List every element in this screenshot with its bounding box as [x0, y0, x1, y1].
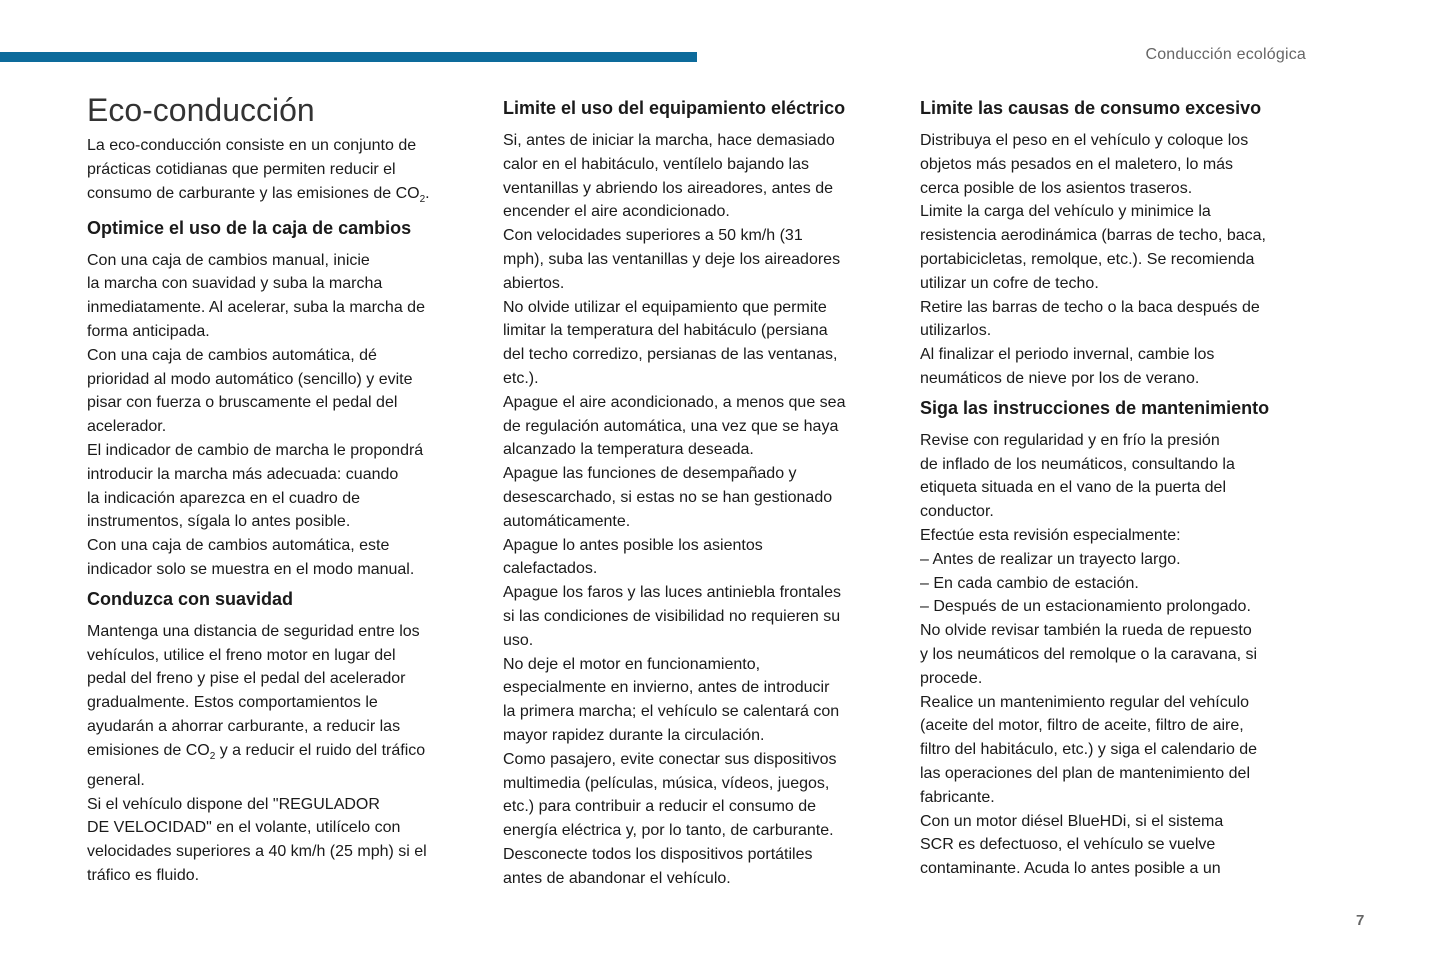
heading-gearbox: Optimice el uso de la caja de cambios	[87, 217, 412, 238]
text-line: ventanillas y abriendo los aireadores, antes de	[503, 179, 833, 197]
text-line: tráfico es fluido.	[87, 866, 200, 884]
gearbox-text	[87, 249, 479, 582]
text-line: Si el vehículo dispone del "REGULADOR	[87, 795, 380, 813]
text-line: Con un motor diésel BlueHDi, si el sistema	[920, 812, 1224, 830]
text-line: abiertos.	[503, 274, 565, 292]
text-line: etc.).	[503, 369, 539, 387]
text-line: instrumentos, sígala lo antes posible.	[87, 513, 351, 531]
text-line: El indicador de cambio de marcha le propondrá	[87, 441, 424, 459]
smooth-text-b	[87, 769, 479, 888]
text-line: desescarchado, si estas no se han gestionado	[503, 488, 833, 506]
text-line: etc.) para contribuir a reducir el consumo de	[503, 798, 817, 816]
text-line: velocidades superiores a 40 km/h (25 mph) si el	[87, 843, 427, 861]
text-line: antes de abandonar el vehículo.	[503, 869, 731, 887]
text-line: calefactados.	[503, 560, 598, 578]
text-line: filtro del habitáculo, etc.) y siga el calendario de	[920, 741, 1258, 759]
text-line: Revise con regularidad y en frío la presión	[920, 431, 1220, 449]
column-1	[87, 92, 479, 888]
text-line: etiqueta situada en el vano de la puerta del	[920, 479, 1227, 497]
text-line: Desconecte todos los dispositivos portátiles	[503, 845, 813, 863]
text-line: alcanzado la temperatura deseada.	[503, 441, 754, 459]
heading-smooth-driving: Conduzca con suavidad	[87, 588, 294, 609]
text-line: SCR es defectuoso, el vehículo se vuelve	[920, 836, 1216, 854]
text-line: La eco-conducción consiste en un conjunto de	[87, 137, 417, 154]
text-line: pisar con fuerza o bruscamente el pedal del	[87, 394, 398, 412]
column-2	[503, 92, 895, 891]
maintenance-text	[920, 429, 1312, 881]
text-line: Si, antes de iniciar la marcha, hace demasiado	[503, 132, 835, 149]
page-number: 7	[1356, 912, 1365, 929]
text-line: objetos más pesados en el maletero, lo más	[920, 155, 1234, 173]
text-line: conductor.	[920, 503, 994, 521]
text-line: Limite la carga del vehículo y minimice la	[920, 203, 1211, 221]
text-line: indicador solo se muestra en el modo manual.	[87, 560, 415, 578]
text-line: cerca posible de los asientos traseros.	[920, 179, 1193, 197]
text-line: Apague las funciones de desempañado y	[503, 465, 797, 483]
text-line: introducir la marcha más adecuada: cuando	[87, 465, 399, 483]
text-line: Con una caja de cambios manual, inicie	[87, 251, 370, 269]
text-line: (aceite del motor, filtro de aceite, filtro de aire,	[920, 717, 1244, 735]
smooth-text-a	[87, 620, 479, 739]
text-line: Como pasajero, evite conectar sus dispositivos	[503, 750, 837, 768]
text-line: mayor rapidez durante la circulación.	[503, 726, 765, 744]
heading-excess-consumption: Limite las causas de consumo excesivo	[920, 98, 1262, 118]
intro-co2-line: consumo de carburante y las emisiones de $CO_2$.	[87, 184, 430, 205]
text-line: Apague lo antes posible los asientos	[503, 536, 763, 554]
text-line: de inflado de los neumáticos, consultando la	[920, 455, 1235, 473]
heading-maintenance: Siga las instrucciones de mantenimiento	[920, 397, 1270, 418]
text-line: Mantenga una distancia de seguridad entre los	[87, 622, 420, 640]
text-line: DE VELOCIDAD" en el volante, utilícelo con	[87, 819, 401, 837]
text-line: y los neumáticos del remolque o la caravana, si	[920, 645, 1258, 663]
electric-text	[503, 129, 895, 891]
column-3	[920, 92, 1312, 881]
text-line: ayudarán a ahorrar carburante, a reducir las	[87, 717, 401, 735]
text-line: resistencia aerodinámica (barras de techo, baca,	[920, 227, 1266, 245]
text-line: procede.	[920, 669, 983, 687]
text-line: prioridad al modo automático (sencillo) y evite	[87, 370, 413, 388]
text-line: mph), suba las ventanillas y deje los aireadores	[503, 250, 841, 268]
page-title: Eco-conducción	[87, 92, 315, 128]
text-line: encender el aire acondicionado.	[503, 203, 730, 221]
text-line: forma anticipada.	[87, 322, 210, 340]
text-line: prácticas cotidianas que permiten reducir el	[87, 160, 396, 178]
text-line: pedal del freno y pise el pedal del acelerador	[87, 670, 406, 688]
text-line: gradualmente. Estos comportamientos le	[87, 694, 378, 712]
text-line: Al finalizar el periodo invernal, cambie los	[920, 346, 1215, 364]
text-line: Apague los faros y las luces antiniebla frontales	[503, 584, 841, 602]
text-line: del techo corredizo, persianas de las ventanas,	[503, 346, 838, 364]
text-line: inmediatamente. Al acelerar, suba la marcha de	[87, 299, 425, 317]
text-line: portabicicletas, remolque, etc.). Se recomienda	[920, 250, 1255, 268]
text-line: multimedia (películas, música, vídeos, juegos,	[503, 774, 830, 792]
header-accent-bar	[0, 52, 697, 62]
text-line: las operaciones del plan de mantenimiento del	[920, 764, 1250, 782]
text-line: No deje el motor en funcionamiento,	[503, 655, 761, 673]
text-line: general.	[87, 771, 145, 789]
intro-paragraph	[87, 134, 479, 182]
text-line: Efectúe esta revisión especialmente:	[920, 526, 1181, 544]
text-line: limitar la temperatura del habitáculo (persiana	[503, 322, 828, 340]
text-line: automáticamente.	[503, 512, 631, 530]
text-line: Con una caja de cambios automática, este	[87, 537, 390, 555]
text-line: Distribuya el peso en el vehículo y coloque los	[920, 132, 1249, 149]
text-line: acelerador.	[87, 418, 167, 436]
text-line: contaminante. Acuda lo antes posible a un	[920, 860, 1221, 878]
text-line: si las condiciones de visibilidad no requieren su	[503, 607, 841, 625]
text-line: utilizarlos.	[920, 322, 992, 340]
text-line: Con velocidades superiores a 50 km/h (31	[503, 227, 803, 245]
text-line: No olvide utilizar el equipamiento que permite	[503, 298, 827, 316]
text-line: No olvide revisar también la rueda de repuesto	[920, 622, 1252, 640]
text-line: especialmente en invierno, antes de introducir	[503, 679, 830, 697]
text-line: calor en el habitáculo, ventílelo bajando las	[503, 155, 809, 173]
text-line: la primera marcha; el vehículo se calentará con	[503, 703, 840, 721]
text-line: – En cada cambio de estación.	[920, 574, 1139, 592]
text-line: energía eléctrica y, por lo tanto, de carburante.	[503, 822, 834, 840]
smooth-co2-line: emisiones de $CO_2$ y a reducir el ruido del tráfico	[87, 741, 426, 762]
text-line: Apague el aire acondicionado, a menos que sea	[503, 393, 846, 411]
text-line: la indicación aparezca en el cuadro de	[87, 489, 361, 507]
text-line: – Antes de realizar un trayecto largo.	[920, 550, 1181, 568]
text-line: la marcha con suavidad y suba la marcha	[87, 275, 383, 293]
excess-text	[920, 129, 1312, 391]
text-line: fabricante.	[920, 788, 995, 806]
text-line: Realice un mantenimiento regular del vehículo	[920, 693, 1250, 711]
section-label: Conducción ecológica	[1145, 46, 1306, 63]
text-line: Con una caja de cambios automática, dé	[87, 346, 377, 364]
heading-electric-equipment: Limite el uso del equipamiento eléctrico	[503, 98, 846, 118]
text-line: Retire las barras de techo o la baca después de	[920, 298, 1260, 316]
text-line: de regulación automática, una vez que se haya	[503, 417, 839, 435]
text-line: uso.	[503, 631, 534, 649]
text-line: utilizar un cofre de techo.	[920, 274, 1099, 292]
text-line: neumáticos de nieve por los de verano.	[920, 369, 1200, 387]
text-line: vehículos, utilice el freno motor en lugar del	[87, 646, 396, 664]
text-line: – Después de un estacionamiento prolongado.	[920, 598, 1251, 616]
